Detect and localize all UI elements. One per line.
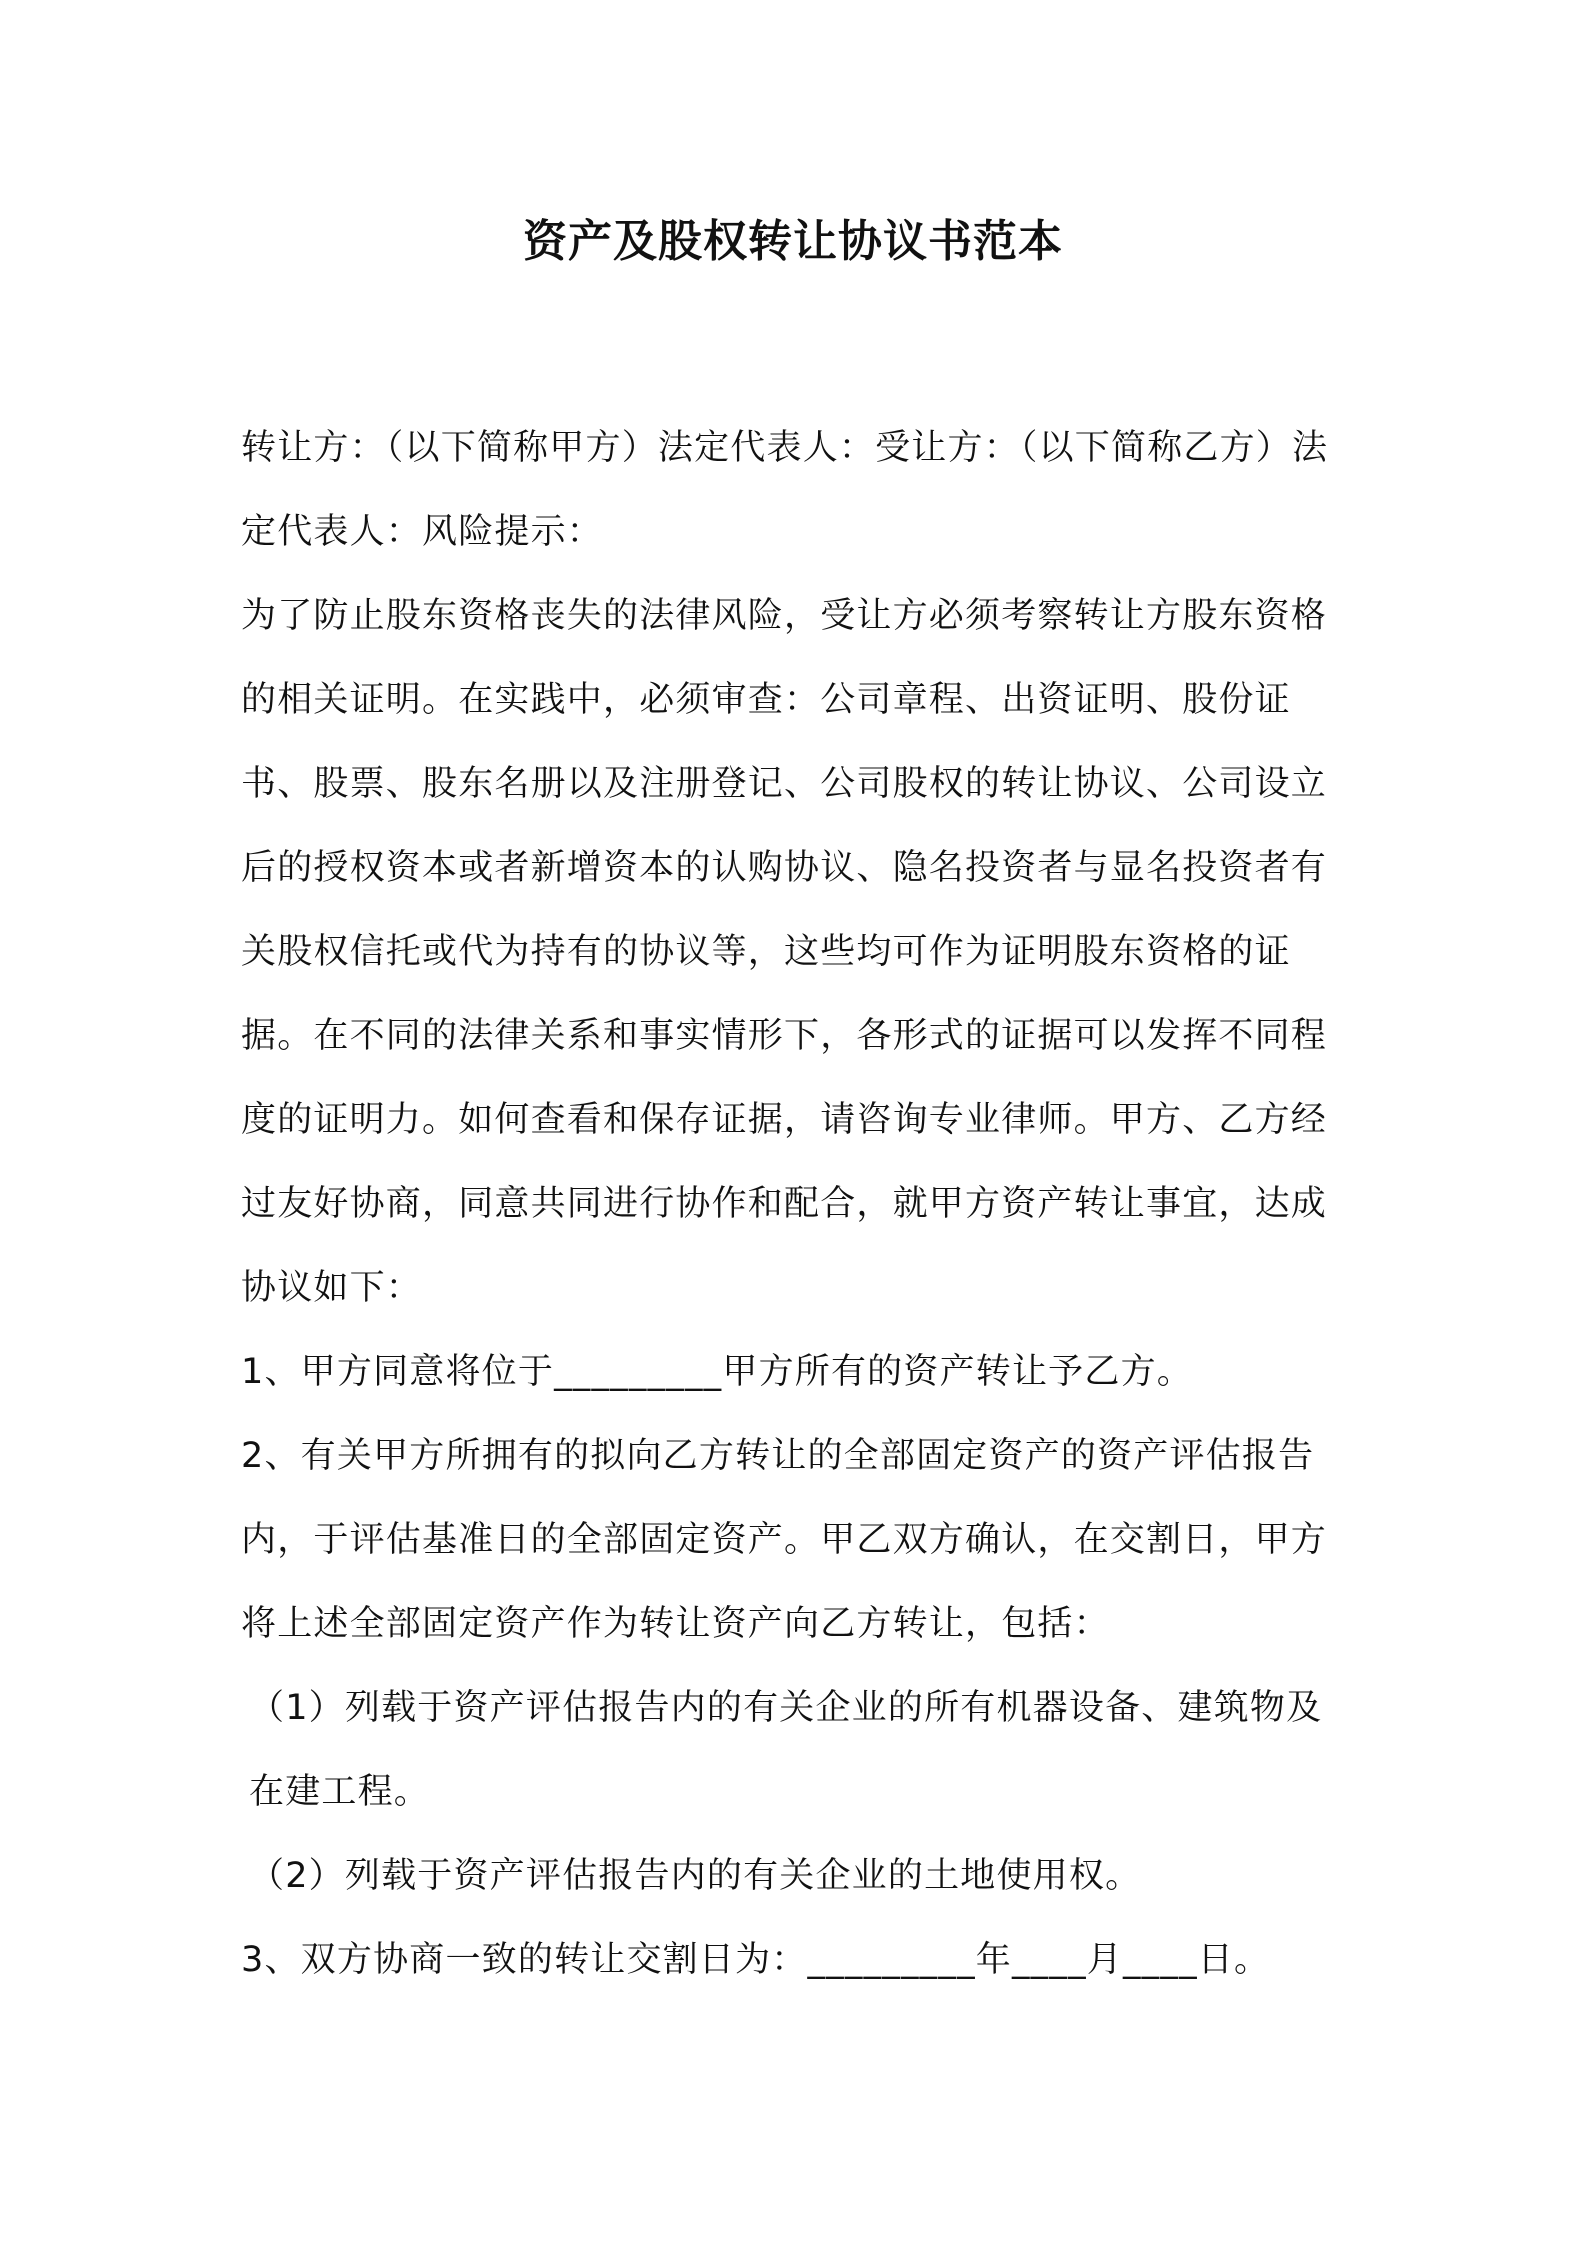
- clause-3: 3、双方协商一致的转让交割日为：_________年____月____日。: [241, 1940, 1271, 1980]
- parties-paragraph: 转让方：（以下简称甲方）法定代表人：受让方：（以下简称乙方）法定代表人：风险提示：: [241, 428, 1329, 552]
- clause-2-item-1: （1）列载于资产评估报告内的有关企业的所有机器设备、建筑物及在建工程。: [249, 1688, 1323, 1812]
- clause-1: 1、甲方同意将位于_________甲方所有的资产转让予乙方。: [241, 1352, 1193, 1392]
- clause-2-item-2: （2）列载于资产评估报告内的有关企业的土地使用权。: [249, 1856, 1142, 1896]
- document-title: 资产及股权转让协议书范本: [523, 216, 1063, 267]
- clause-2: 2、有关甲方所拥有的拟向乙方转让的全部固定资产的资产评估报告内，于评估基准日的全部固定资产。甲乙双方确认，在交割日，甲方将上述全部固定资产作为转让资产向乙方转让，包括：: [241, 1436, 1328, 1644]
- risk-notice-paragraph: 为了防止股东资格丧失的法律风险，受让方必须考察转让方股东资格的相关证明。在实践中，必须审查：公司章程、出资证明、股份证书、股票、股东名册以及注册登记、公司股权的转让协议、公司设立后的授权资本或者新增资本的认购协议、隐名投资者与显名投资者有关股权信托或代为持有的协议等，这些均可作为证明股东资格的证据。在不同的法律关系和事实情形下，各形式的证据可以发挥不同程度的证明力。如何查看和保存证据，请咨询专业律师。甲方、乙方经过友好协商，同意共同进行协作和配合，就甲方资产转让事宜，达成协议如下：: [241, 596, 1328, 1308]
- document-body: [241, 406, 1351, 2002]
